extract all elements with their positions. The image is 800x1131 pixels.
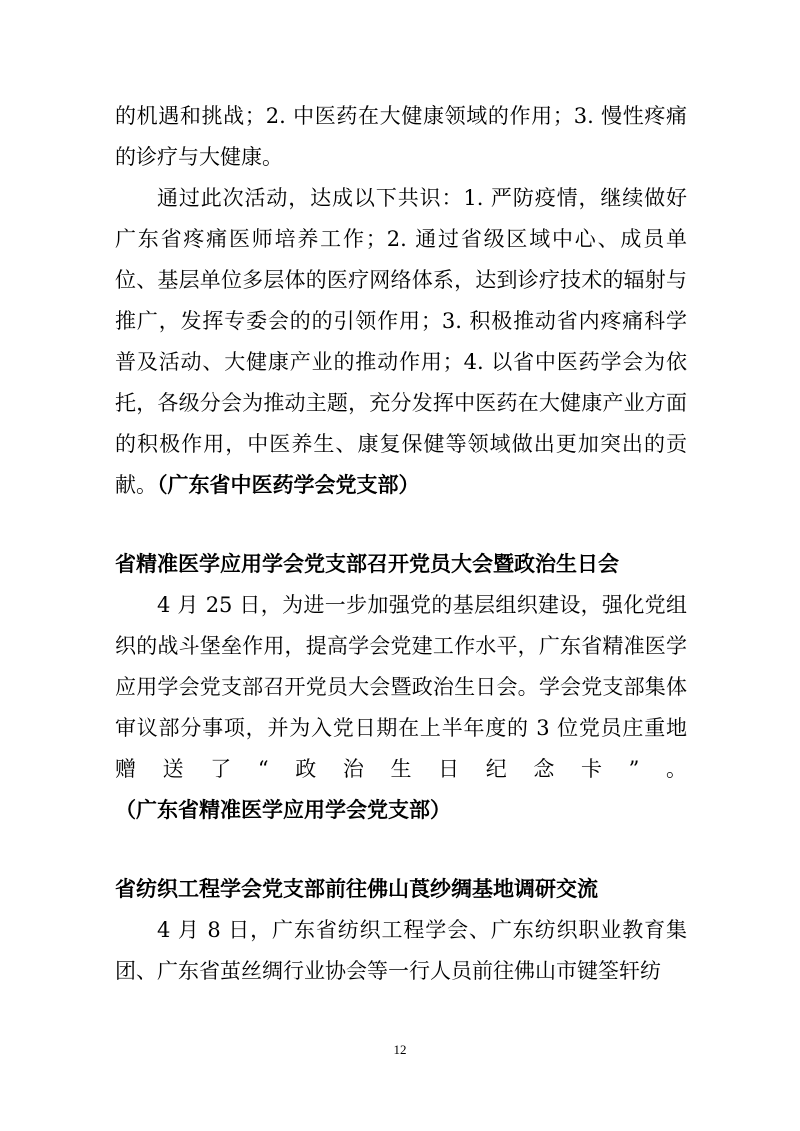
section-spacer [115,506,687,544]
section-heading: 省精准医学应用学会党支部召开党员大会暨政治生日会 [115,552,619,576]
page-content [115,96,687,992]
section-body-text: 4 月 25 日，为进一步加强党的基层组织建设，强化党组织的战斗堡垒作用，提高学会党建工作水平，广东省精准医学应用学会党支部召开党员大会暨政治生日会。学会党支部集体审议部分事项，并为入党日期在上半年度的 3 位党员庄重地赠送了“政治生日纪念卡”。 [115,593,687,781]
source-attribution: （广东省中医药学会党支部） [157,473,420,497]
source-attribution: （广东省精准医学应用学会党支部） [115,798,451,822]
section-spacer [115,831,687,869]
paragraph-consensus [115,178,687,506]
section-body [115,585,687,831]
section-body: 4 月 8 日，广东省纺织工程学会、广东纺织职业教育集团、广东省茧丝绸行业协会等一行人员前往佛山市键筌轩纺 [115,918,687,983]
paragraph-consensus-text: 通过此次活动，达成以下共识：1. 严防疫情，继续做好广东省疼痛医师培养工作；2. 通过省级区域中心、成员单位、基层单位多层体的医疗网络体系，达到诊疗技术的辐射与推广，发挥专委会的的引领作用；3. 积极推动省内疼痛科学普及活动、大健康产业的推动作用；4. 以省中医药学会为依托，各级分会为推动主题，充分发挥中医药在大健康产业方面的积极作用，中医养生、康复保健等领域做出更加突出的贡献。 [115,186,687,497]
paragraph-continuation: 的机遇和挑战；2. 中医药在大健康领域的作用；3. 慢性疼痛的诊疗与大健康。 [115,104,687,169]
page-number: 12 [393,1042,407,1057]
section-heading: 省纺织工程学会党支部前往佛山莨纱绸基地调研交流 [115,877,598,901]
